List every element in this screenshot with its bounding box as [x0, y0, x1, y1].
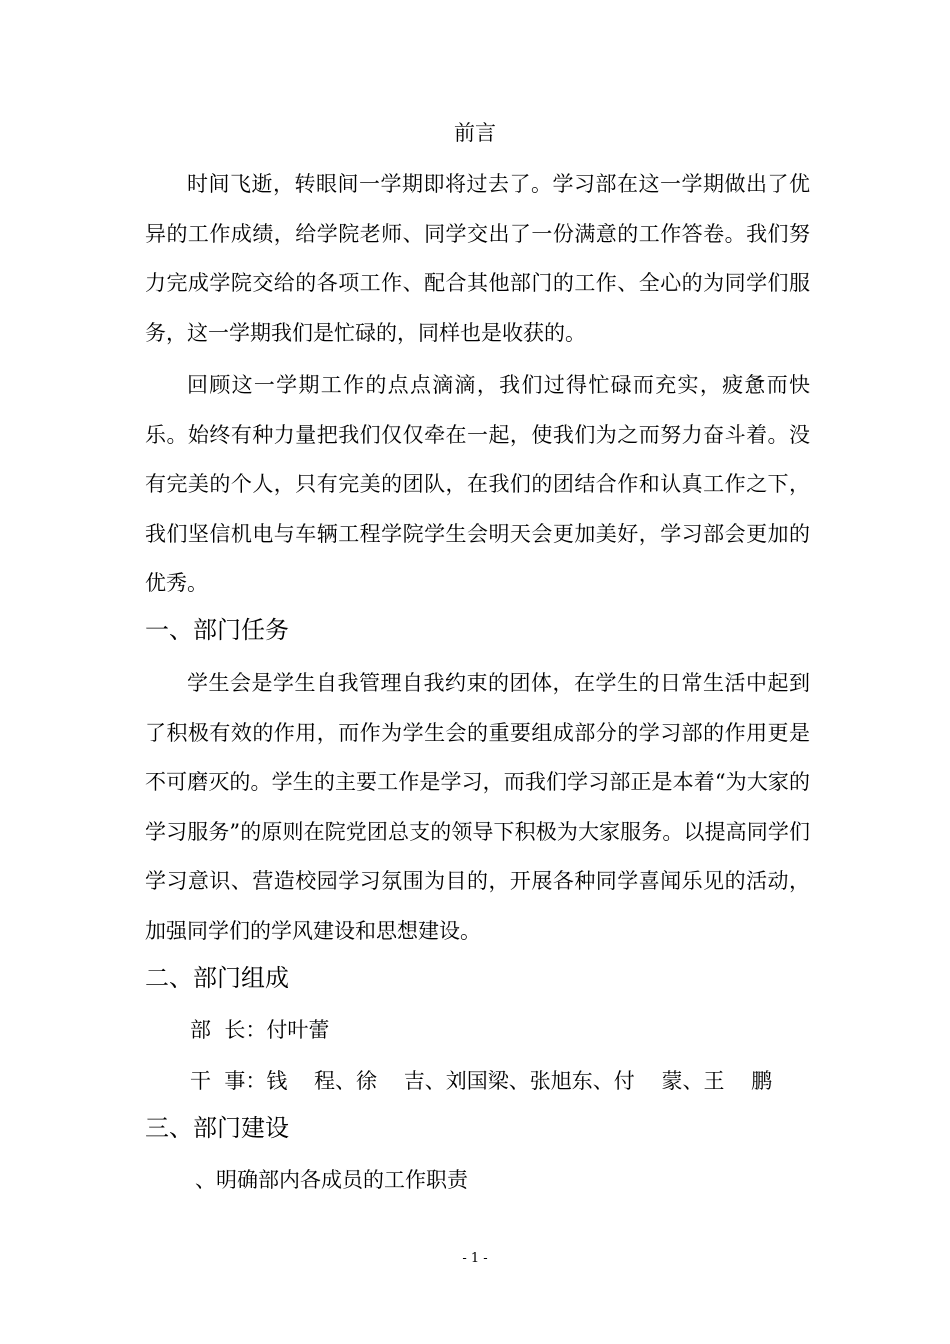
page-number: - 1 - [462, 1251, 488, 1266]
document-title: 前言 [454, 121, 496, 145]
section-heading-tasks: 一、部门任务 [145, 616, 289, 644]
section-tasks-paragraph: 学生会是学生自我管理自我约束的团体，在学生的日常生活中起到了积极有效的作用，而作为学生会的重要组成部分的学习部的作用更是不可磨灭的。学生的主要工作是学习，而我们学习部正是本着“为大家的学习服务”的原则在院党团总支的领导下积极为大家服务。以提高同学们学习意识、营造校园学习氛围为目的，开展各种同学喜闻乐见的活动，加强同学们的学风建设和思想建设。 [145, 671, 810, 943]
staff-line: 干 事：钱 程、徐 吉、刘国梁、张旭东、付 蒙、王 鹏 [190, 1069, 773, 1093]
section-heading-construction: 三、部门建设 [145, 1114, 289, 1142]
section-heading-composition: 二、部门组成 [145, 964, 289, 992]
construction-item-1: 、明确部内各成员的工作职责 [195, 1168, 468, 1192]
preface-paragraph-1: 时间飞逝，转眼间一学期即将过去了。学习部在这一学期做出了优异的工作成绩，给学院老师、同学交出了一份满意的工作答卷。我们努力完成学院交给的各项工作、配合其他部门的工作、全心的为同学们服务，这一学期我们是忙碌的，同样也是收获的。 [145, 172, 810, 345]
minister-line: 部 长：付叶蕾 [190, 1018, 330, 1042]
preface-paragraph-2: 回顾这一学期工作的点点滴滴，我们过得忙碌而充实，疲惫而快乐。始终有种力量把我们仅仅牵在一起，使我们为之而努力奋斗着。没有完美的个人，只有完美的团队，在我们的团结合作和认真工作之下，我们坚信机电与车辆工程学院学生会明天会更加美好，学习部会更加的优秀。 [145, 373, 810, 596]
